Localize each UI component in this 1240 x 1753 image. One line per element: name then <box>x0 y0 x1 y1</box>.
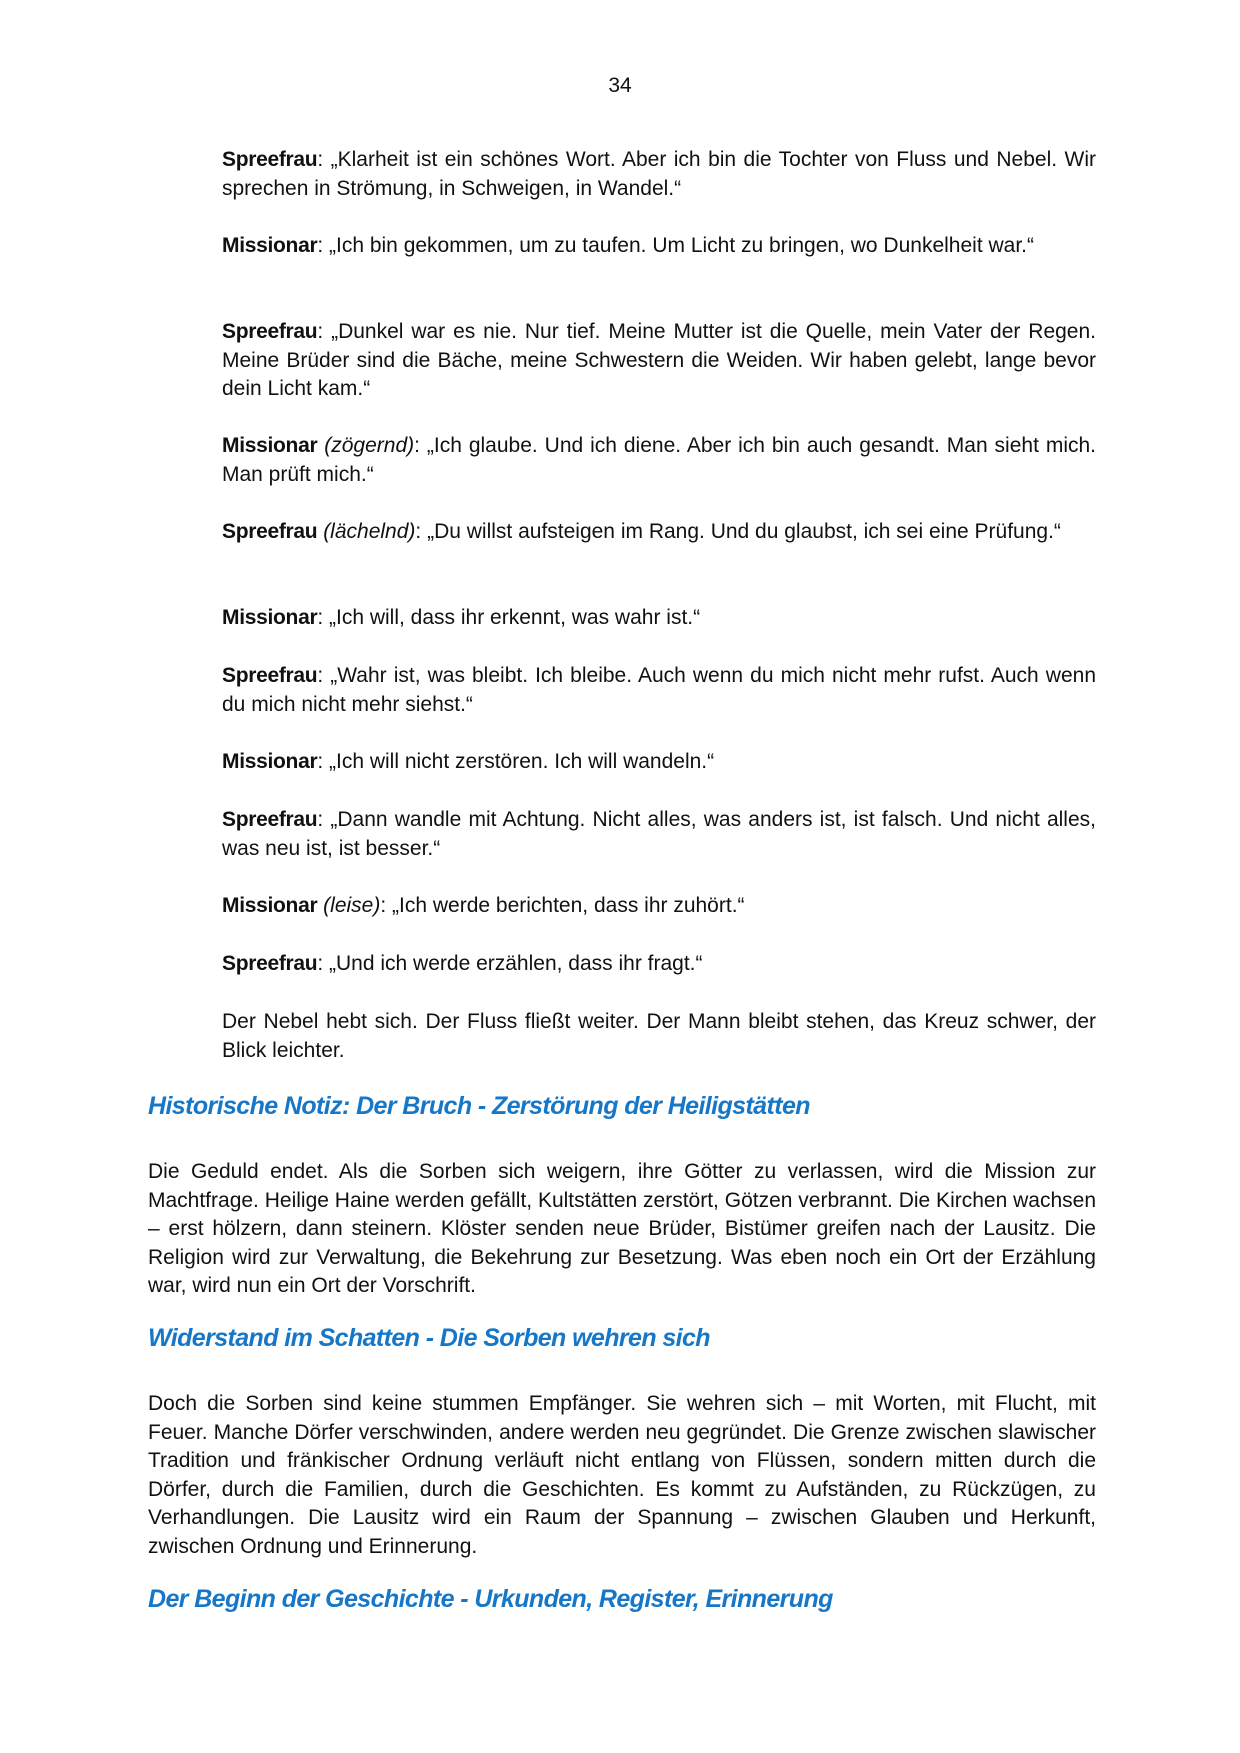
section-heading: Der Beginn der Geschichte - Urkunden, Register, Erinnerung <box>148 1585 833 1613</box>
narration-text: Der Nebel hebt sich. Der Fluss fließt weiter. Der Mann bleibt stehen, das Kreuz schwer, der Blick leichter. <box>222 1010 1096 1062</box>
speaker-name: Spreefrau <box>222 952 318 975</box>
dialogue-line: Spreefrau: „Dann wandle mit Achtung. Nicht alles, was anders ist, ist falsch. Und nicht alles, was neu ist, ist besser.“ <box>222 808 1096 860</box>
dialogue-text: „Ich werde berichten, dass ihr zuhört.“ <box>392 894 745 917</box>
dialogue-line: Spreefrau: „Und ich werde erzählen, dass ihr fragt.“ <box>222 952 703 975</box>
dialogue-line: Spreefrau: „Klarheit ist ein schönes Wort. Aber ich bin die Tochter von Fluss und Nebel. Wir sprechen in Strömung, in Schweigen, in Wandel.“ <box>222 148 1097 200</box>
dialogue-line: Spreefrau (lächelnd): „Du willst aufsteigen im Rang. Und du glaubst, ich sei eine Prüfung.“ <box>222 520 1061 543</box>
dialogue-text: „Ich will nicht zerstören. Ich will wandeln.“ <box>329 750 715 773</box>
speaker-name: Spreefrau <box>222 320 318 343</box>
dialogue-text: „Ich bin gekommen, um zu taufen. Um Licht zu bringen, wo Dunkelheit war.“ <box>329 234 1034 257</box>
dialogue-text: „Ich glaube. Und ich diene. Aber ich bin auch gesandt. Man sieht mich. Man prüft mich.“ <box>222 434 1096 486</box>
speaker-name: Missionar <box>222 894 318 917</box>
dialogue-text: „Ich will, dass ihr erkennt, was wahr ist.“ <box>329 606 701 629</box>
dialogue-line: Spreefrau: „Dunkel war es nie. Nur tief. Meine Mutter ist die Quelle, mein Vater der Regen. Meine Brüder sind die Bäche, meine Schwestern die Weiden. Wir haben gelebt, lange bevor dein Licht kam.“ <box>222 320 1096 400</box>
speaker-name: Missionar <box>222 606 318 629</box>
dialogue-text: „Und ich werde erzählen, dass ihr fragt.“ <box>329 952 703 975</box>
dialogue-text: „Dann wandle mit Achtung. Nicht alles, was anders ist, ist falsch. Und nicht alles, was neu ist, ist besser.“ <box>222 808 1096 860</box>
speaker-name: Missionar <box>222 434 318 457</box>
dialogue-line: Missionar (leise): „Ich werde berichten, dass ihr zuhört.“ <box>222 894 745 917</box>
dialogue-text: „Klarheit ist ein schönes Wort. Aber ich bin die Tochter von Fluss und Nebel. Wir sprechen in Strömung, in Schweigen, in Wandel.“ <box>222 148 1097 200</box>
speaker-name: Spreefrau <box>222 808 318 831</box>
section-paragraph: Die Geduld endet. Als die Sorben sich weigern, ihre Götter zu verlassen, wird die Mission zur Machtfrage. Heilige Haine werden gefällt, Kultstätten zerstört, Götzen verbrannt. Die Kirchen wachsen – erst hölzern, dann steinern. Klöster senden neue Brüder, Bistümer greifen nach der Lausitz. Die Religion wird zur Verwaltung, die Bekehrung zur Besetzung. Was eben noch ein Ort der Erzählung war, wird nun ein Ort der Vorschrift. <box>148 1160 1096 1297</box>
page-number: 34 <box>608 74 632 97</box>
section-heading: Widerstand im Schatten - Die Sorben wehren sich <box>148 1324 710 1352</box>
closing-narration <box>222 1008 1096 1065</box>
section-body <box>148 1158 1096 1301</box>
speaker-name: Spreefrau <box>222 520 318 543</box>
dialogue-text: „Wahr ist, was bleibt. Ich bleibe. Auch wenn du mich nicht mehr rufst. Auch wenn du mich nicht mehr siehst.“ <box>222 664 1097 716</box>
dialogue-text: „Dunkel war es nie. Nur tief. Meine Mutter ist die Quelle, mein Vater der Regen. Meine Brüder sind die Bäche, meine Schwestern die Weiden. Wir haben gelebt, lange bevor dein Licht kam.“ <box>222 320 1096 400</box>
dialogue-line: Missionar: „Ich bin gekommen, um zu taufen. Um Licht zu bringen, wo Dunkelheit war.“ <box>222 234 1034 257</box>
stage-direction: (lächelnd) <box>323 520 416 543</box>
dialogue-line: Missionar (zögernd): „Ich glaube. Und ich diene. Aber ich bin auch gesandt. Man sieht mich. Man prüft mich.“ <box>222 434 1096 486</box>
section-heading: Historische Notiz: Der Bruch - Zerstörung der Heiligstätten <box>148 1092 810 1120</box>
speaker-name: Missionar <box>222 234 318 257</box>
section-paragraph: Doch die Sorben sind keine stummen Empfänger. Sie wehren sich – mit Worten, mit Flucht, mit Feuer. Manche Dörfer verschwinden, andere werden neu gegründet. Die Grenze zwischen slawischer Tradition und fränkischer Ordnung verläuft nicht entlang von Flüssen, sondern mitten durch die Dörfer, durch die Familien, durch die Geschichten. Es kommt zu Aufständen, zu Rückzügen, zu Verhandlungen. Die Lausitz wird ein Raum der Spannung – zwischen Glauben und Herkunft, zwischen Ordnung und Erinnerung. <box>148 1392 1096 1558</box>
stage-direction: (leise) <box>323 894 381 917</box>
stage-direction: (zögernd) <box>324 434 415 457</box>
dialogue-line: Missionar: „Ich will, dass ihr erkennt, was wahr ist.“ <box>222 606 701 629</box>
speaker-name: Spreefrau <box>222 148 318 171</box>
speaker-name: Missionar <box>222 750 318 773</box>
dialogue-text: „Du willst aufsteigen im Rang. Und du glaubst, ich sei eine Prüfung.“ <box>427 520 1061 543</box>
speaker-name: Spreefrau <box>222 664 318 687</box>
dialogue-line: Spreefrau: „Wahr ist, was bleibt. Ich bleibe. Auch wenn du mich nicht mehr rufst. Auch wenn du mich nicht mehr siehst.“ <box>222 664 1097 716</box>
section-body <box>148 1390 1096 1561</box>
dialogue-line: Missionar: „Ich will nicht zerstören. Ich will wandeln.“ <box>222 750 715 773</box>
